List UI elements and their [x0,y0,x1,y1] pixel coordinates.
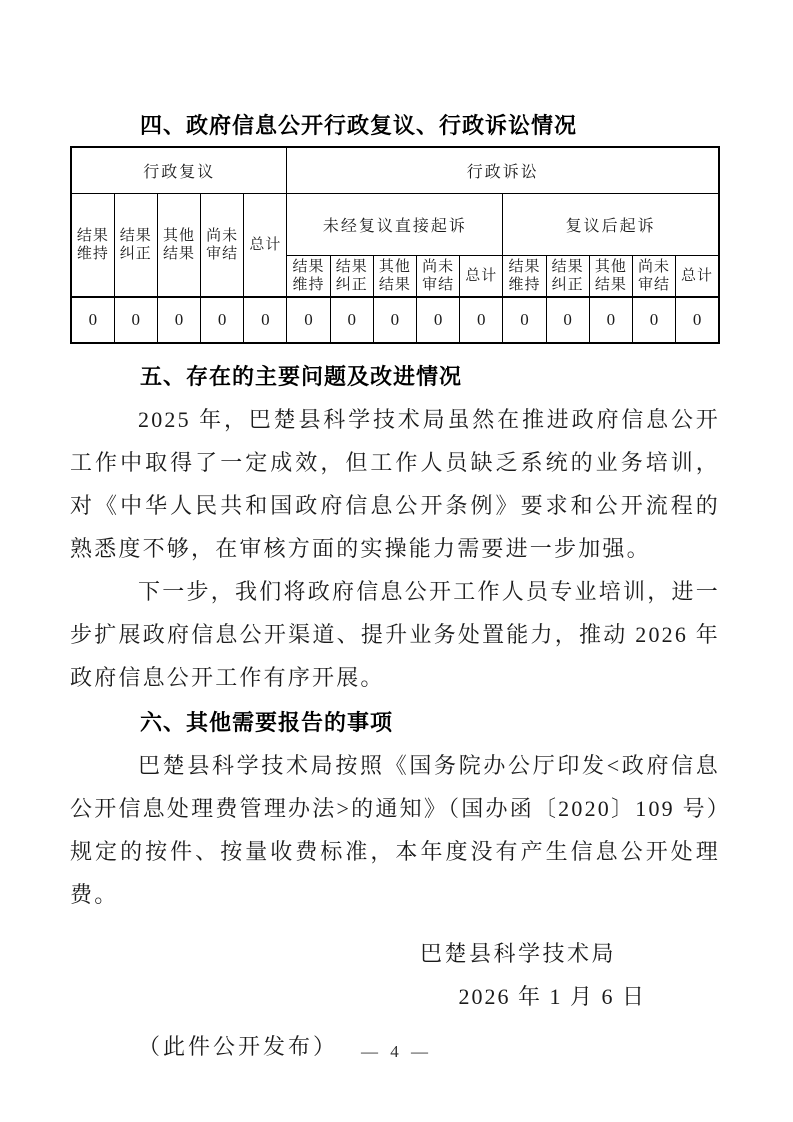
paragraph-problems: 2025 年，巴楚县科学技术局虽然在推进政府信息公开工作中取得了一定成效，但工作人员缺乏系统的业务培训，对《中华人民共和国政府信息公开条例》要求和公开流程的熟悉度不够，在审核方面的实操能力需要进一步加强。 [70,406,720,561]
col-header-after-result-upheld: 结果维持 [503,255,546,297]
section-heading-6: 六、其他需要报告的事项 [140,709,394,735]
data-cell: 0 [373,297,416,343]
col-header-after-pending: 尚未审结 [632,255,675,297]
group-header-administrative-review: 行政复议 [71,147,287,193]
data-cell: 0 [417,297,460,343]
document-content [0,112,793,1068]
col-header-review-pending: 尚未审结 [201,193,244,297]
paragraph-other-matters: 巴楚县科学技术局按照《国务院办公厅印发<政府信息公开信息处理费管理办法>的通知》（国办函〔2020〕109 号）规定的按件、按量收费标准，本年度没有产生信息公开处理费。 [70,752,720,907]
col-header-after-result-corrected: 结果纠正 [546,255,589,297]
signature-agency: 巴楚县科学技术局 [419,940,616,966]
signature-date: 2026 年 1 月 6 日 [458,983,646,1009]
data-cell: 0 [460,297,503,343]
data-cell: 0 [589,297,632,343]
group-header-administrative-litigation: 行政诉讼 [287,147,719,193]
data-cell: 0 [676,297,719,343]
data-cell: 0 [632,297,675,343]
data-cell: 0 [503,297,546,343]
table-row-values [71,297,719,343]
data-cell: 0 [71,297,114,343]
data-cell: 0 [244,297,287,343]
data-cell: 0 [287,297,330,343]
admin-review-litigation-table [70,146,720,344]
col-header-direct-pending: 尚未审结 [417,255,460,297]
subgroup-header-direct-litigation: 未经复议直接起诉 [287,193,503,255]
paragraph-improvements: 下一步，我们将政府信息公开工作人员专业培训，进一步扩展政府信息公开渠道、提升业务处置能力，推动 2026 年政府信息公开工作有序开展。 [70,578,720,690]
col-header-direct-result-corrected: 结果纠正 [330,255,373,297]
table-row-subgroup-headers [71,193,719,255]
col-header-review-result-upheld: 结果维持 [71,193,114,297]
col-header-review-result-corrected: 结果纠正 [114,193,157,297]
section-heading-4: 四、政府信息公开行政复议、行政诉讼情况 [140,113,578,138]
data-cell: 0 [114,297,157,343]
col-header-direct-total: 总计 [460,255,503,297]
section-heading-5: 五、存在的主要问题及改进情况 [140,363,463,389]
col-header-after-total: 总计 [676,255,719,297]
page-number: — 4 — [361,1042,432,1061]
col-header-direct-other-result: 其他结果 [373,255,416,297]
subgroup-header-after-review-litigation: 复议后起诉 [503,193,719,255]
col-header-review-total: 总计 [244,193,287,297]
table-row-group-headers [71,147,719,193]
col-header-direct-result-upheld: 结果维持 [287,255,330,297]
public-release-note: （此件公开发布） [138,1033,339,1059]
data-cell: 0 [546,297,589,343]
data-cell: 0 [201,297,244,343]
col-header-after-other-result: 其他结果 [589,255,632,297]
col-header-review-other-result: 其他结果 [157,193,200,297]
data-cell: 0 [330,297,373,343]
data-cell: 0 [157,297,200,343]
